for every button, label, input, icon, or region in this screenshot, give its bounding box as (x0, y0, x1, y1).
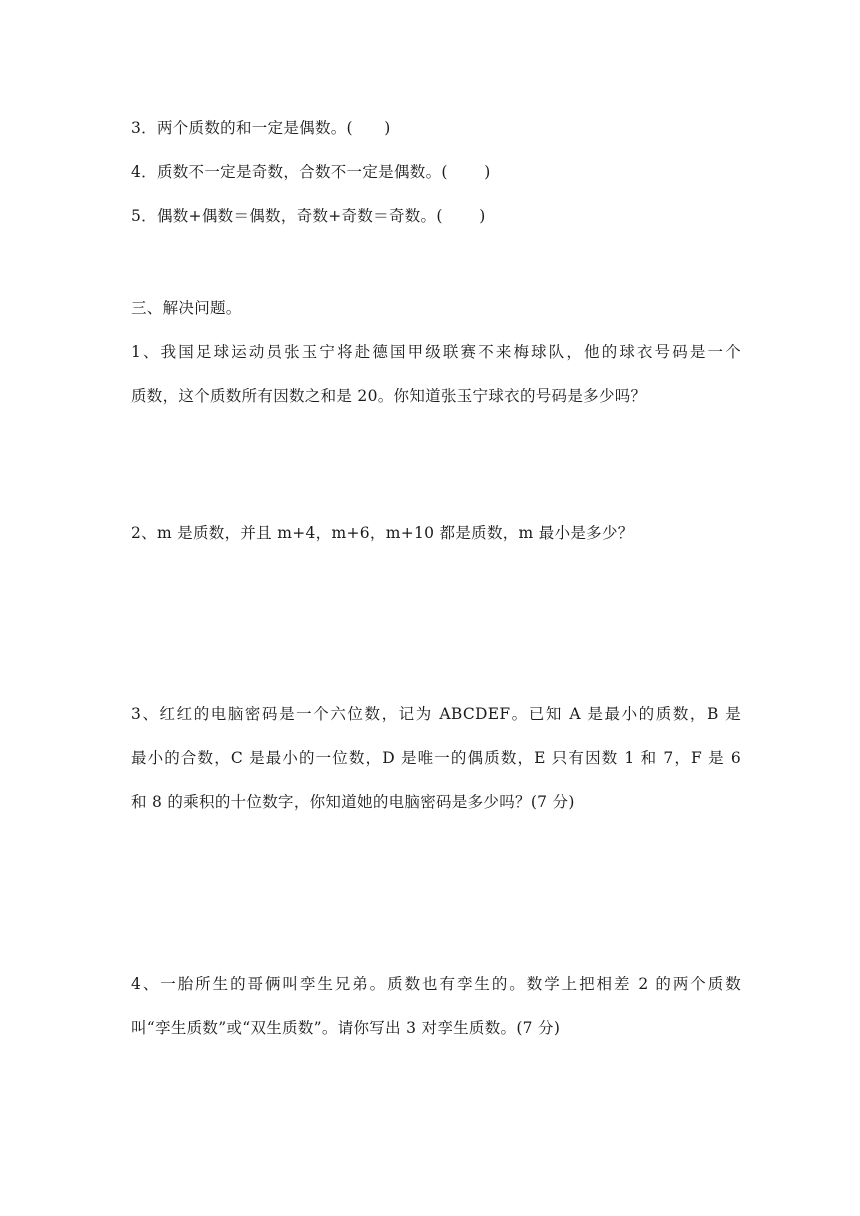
problem-4-line-2: 叫“孪生质数”或“双生质数”。请你写出 3 对孪生质数。(7 分) (131, 1019, 561, 1037)
judgment-item-3: 3．两个质数的和一定是偶数。( ) (131, 119, 391, 137)
problem-4-line-1: 4、一胎所生的哥俩叫孪生兄弟。质数也有孪生的。数学上把相差 2 的两个质数 (131, 975, 741, 993)
problem-3-line-2: 最小的合数，C 是最小的一位数，D 是唯一的偶质数，E 只有因数 1 和 7，F 是 6 (131, 749, 741, 767)
section-heading: 三、解决问题。 (131, 299, 242, 317)
judgment-item-4: 4．质数不一定是奇数，合数不一定是偶数。( ) (131, 163, 491, 181)
problem-1-line-2: 质数，这个质数所有因数之和是 20。你知道张玉宁球衣的号码是多少吗？ (131, 387, 647, 405)
problem-3-line-1: 3、红红的电脑密码是一个六位数，记为 ABCDEF。已知 A 是最小的质数，B 是 (131, 705, 741, 723)
problem-3-line-3: 和 8 的乘积的十位数字，你知道她的电脑密码是多少吗？(7 分) (131, 793, 575, 811)
problem-1-line-1: 1、我国足球运动员张玉宁将赴德国甲级联赛不来梅球队，他的球衣号码是一个 (131, 343, 741, 361)
problem-2-line-1: 2、m 是质数，并且 m+4，m+6，m+10 都是质数，m 最小是多少？ (131, 524, 634, 542)
judgment-item-5: 5．偶数+偶数＝偶数，奇数+奇数＝奇数。( ) (131, 207, 486, 225)
